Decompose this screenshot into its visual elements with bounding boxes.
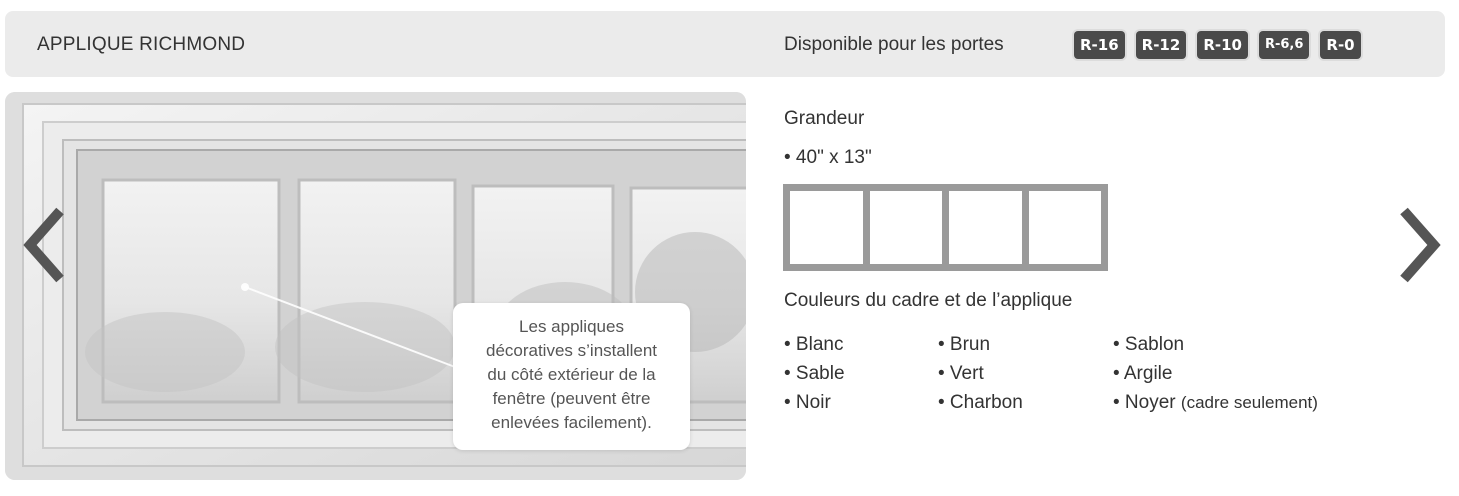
color-item: • Sable <box>784 363 845 384</box>
product-header <box>5 11 1445 77</box>
r-value-badge: R-16 <box>1074 31 1125 59</box>
color-item-note: (cadre seulement) <box>1180 393 1318 412</box>
chevron-right-icon <box>1390 205 1442 285</box>
color-item: • Vert <box>938 363 984 384</box>
next-arrow-button[interactable] <box>1390 205 1442 285</box>
color-item: • Sablon <box>1113 334 1185 355</box>
tooltip-line: fenêtre (peuvent être <box>492 389 651 408</box>
r-value-badge: R-10 <box>1197 31 1248 59</box>
colors-label: Couleurs du cadre et de l’applique <box>784 290 1073 311</box>
applique-tooltip <box>453 303 690 450</box>
color-item-noyer <box>1113 388 1318 417</box>
color-list-column-1 <box>784 330 845 417</box>
previous-arrow-button[interactable] <box>22 205 74 285</box>
size-value: • 40" x 13" <box>784 147 872 168</box>
chevron-left-icon <box>22 205 74 285</box>
pane <box>949 191 1022 264</box>
r-value-badge: R-12 <box>1136 31 1187 59</box>
color-item: • Charbon <box>938 392 1023 413</box>
color-list-column-2 <box>938 330 1023 417</box>
r-value-badge: R-0 <box>1320 31 1360 59</box>
tooltip-line: enlevées facilement). <box>491 413 652 432</box>
color-item: • Argile <box>1113 363 1173 384</box>
product-title: APPLIQUE RICHMOND <box>37 34 246 55</box>
color-item: • Noir <box>784 392 831 413</box>
pane-layout-diagram <box>783 184 1108 271</box>
color-item: • Blanc <box>784 334 844 355</box>
tooltip-line: du côté extérieur de la <box>487 365 656 384</box>
availability-label: Disponible pour les portes <box>784 34 1004 55</box>
color-item: • Brun <box>938 334 991 355</box>
color-list-column-3 <box>1113 330 1318 417</box>
tooltip-line: décoratives s’installent <box>485 341 658 360</box>
r-value-badge: R-6,6 <box>1259 31 1309 59</box>
color-item: • Noyer <box>1113 392 1176 413</box>
size-label: Grandeur <box>784 108 865 129</box>
product-photo <box>5 92 746 480</box>
pane <box>790 191 863 264</box>
pane <box>870 191 943 264</box>
pane <box>1029 191 1102 264</box>
r-value-badges <box>1074 31 1361 59</box>
tooltip-line: Les appliques <box>519 317 624 336</box>
